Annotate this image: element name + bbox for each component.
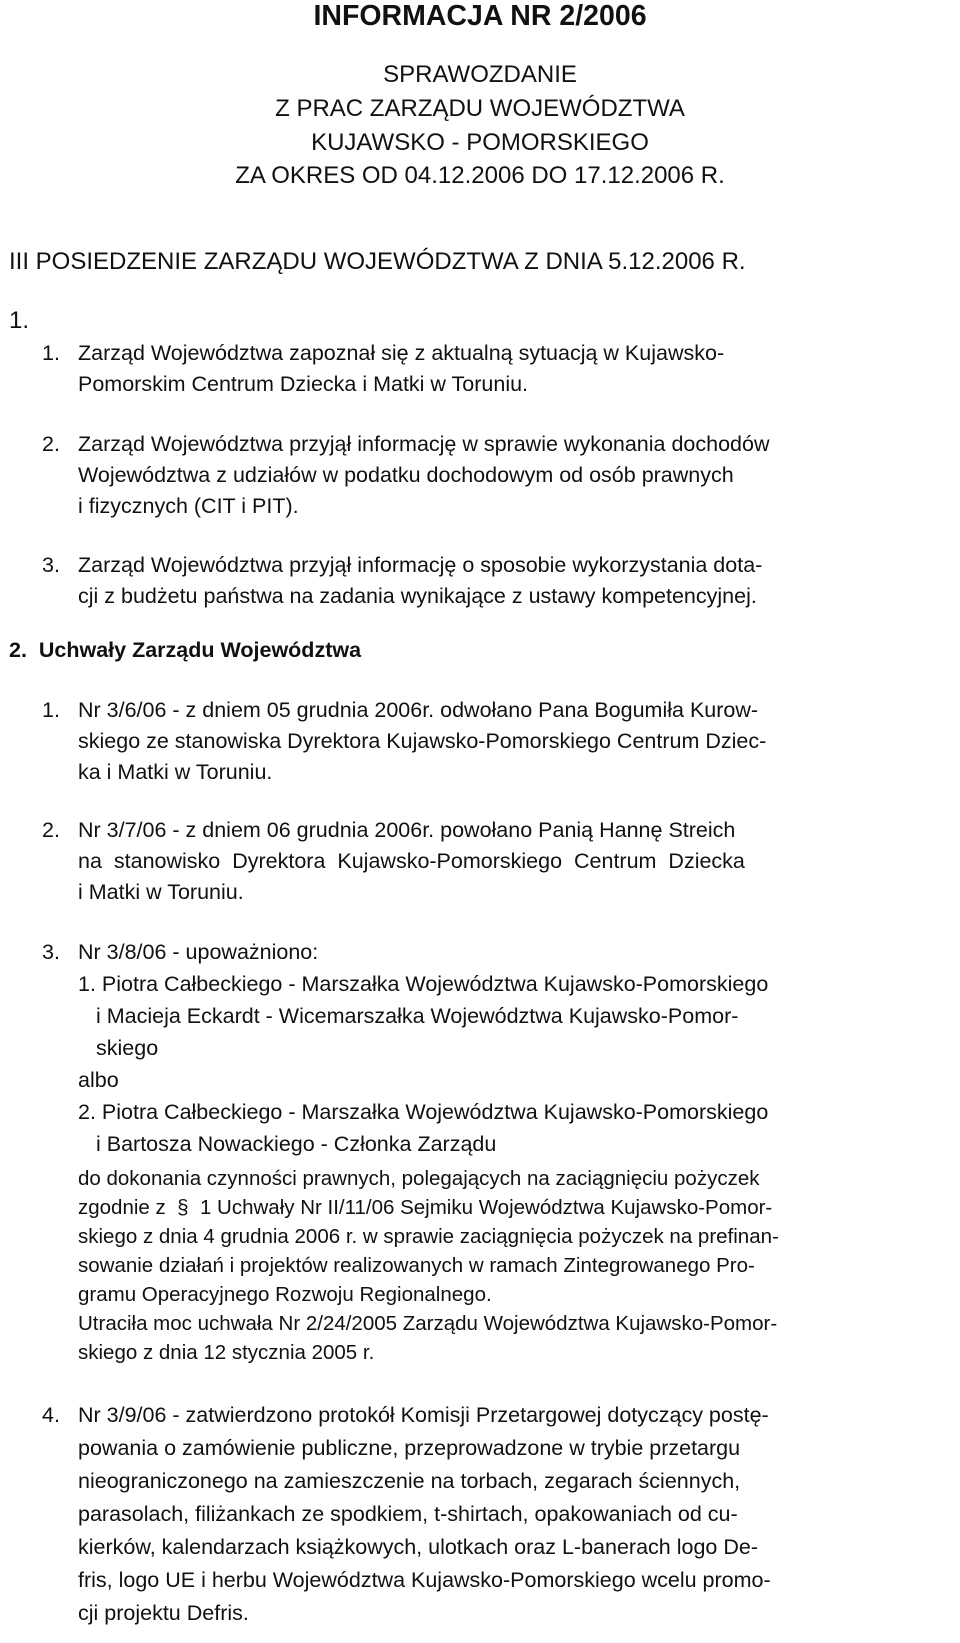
option-line: 2. Piotra Całbeckiego - Marszałka Województwa Kujawsko-Pomorskiego bbox=[78, 1100, 769, 1124]
resolution-line: ka i Matki w Toruniu. bbox=[78, 760, 273, 784]
resolution-line: fris, logo UE i herbu Województwa Kujawsko-Pomorskiego wcelu promo- bbox=[78, 1568, 771, 1592]
purpose-line: gramu Operacyjnego Rozwoju Regionalnego. bbox=[78, 1283, 492, 1306]
list-item-line: cji z budżetu państwa na zadania wynikające z ustawy kompetencyjnej. bbox=[78, 584, 757, 608]
list-item-line: Zarząd Województwa przyjął informację o sposobie wykorzystania dota- bbox=[78, 553, 763, 577]
purpose-line: zgodnie z § 1 Uchwały Nr II/11/06 Sejmiku Województwa Kujawsko-Pomor- bbox=[78, 1196, 773, 1219]
purpose-line: skiego z dnia 12 stycznia 2005 r. bbox=[78, 1341, 375, 1364]
list-item-line: Województwa z udziałów w podatku dochodowym od osób prawnych bbox=[78, 463, 734, 487]
resolution-number: 1. bbox=[42, 698, 60, 722]
purpose-line: Utraciła moc uchwała Nr 2/24/2005 Zarządu Województwa Kujawsko-Pomor- bbox=[78, 1312, 778, 1335]
resolution-line: Nr 3/9/06 - zatwierdzono protokół Komisji Przetargowej dotyczący postę- bbox=[78, 1403, 769, 1427]
resolution-line: powania o zamówienie publiczne, przeprowadzone w trybie przetargu bbox=[78, 1436, 741, 1460]
option-line: 1. Piotra Całbeckiego - Marszałka Województwa Kujawsko-Pomorskiego bbox=[78, 972, 769, 996]
purpose-line: do dokonania czynności prawnych, polegających na zaciągnięciu pożyczek bbox=[78, 1167, 760, 1190]
purpose-line: sowanie działań i projektów realizowanych w ramach Zintegrowanego Pro- bbox=[78, 1254, 755, 1277]
resolution-header: Nr 3/8/06 - upoważniono: bbox=[78, 940, 319, 964]
resolution-line: Nr 3/7/06 - z dniem 06 grudnia 2006r. powołano Panią Hannę Streich bbox=[78, 818, 736, 842]
purpose-line: skiego z dnia 4 grudnia 2006 r. w sprawie zaciągnięcia pożyczek na prefinan- bbox=[78, 1225, 779, 1248]
resolution-line: Nr 3/6/06 - z dniem 05 grudnia 2006r. odwołano Pana Bogumiła Kurow- bbox=[78, 698, 759, 722]
list-item-line: Pomorskim Centrum Dziecka i Matki w Toruniu. bbox=[78, 372, 529, 396]
option-line: i Bartosza Nowackiego - Członka Zarządu bbox=[96, 1132, 497, 1156]
document-title: INFORMACJA NR 2/2006 bbox=[313, 0, 647, 32]
resolution-line: skiego ze stanowiska Dyrektora Kujawsko-Pomorskiego Centrum Dziec- bbox=[78, 729, 767, 753]
resolution-line: parasolach, filiżankach ze spodkiem, t-shirtach, opakowaniach od cu- bbox=[78, 1502, 738, 1526]
section-number: 1. bbox=[9, 307, 30, 334]
report-heading-line: SPRAWOZDANIE bbox=[383, 61, 577, 88]
list-item-number: 2. bbox=[42, 432, 60, 456]
list-item-line: Zarząd Województwa zapoznał się z aktualną sytuacją w Kujawsko- bbox=[78, 341, 725, 365]
resolution-line: nieograniczonego na zamieszczenie na torbach, zegarach ściennych, bbox=[78, 1469, 741, 1493]
resolution-line: kierków, kalendarzach książkowych, ulotkach oraz L-banerach logo De- bbox=[78, 1535, 758, 1559]
resolution-line: cji projektu Defris. bbox=[78, 1601, 249, 1625]
section-heading: 2. Uchwały Zarządu Województwa bbox=[9, 638, 362, 662]
option-line: i Macieja Eckardt - Wicemarszałka Województwa Kujawsko-Pomor- bbox=[96, 1004, 739, 1028]
report-heading-line: ZA OKRES OD 04.12.2006 DO 17.12.2006 R. bbox=[235, 162, 725, 189]
report-heading-line: Z PRAC ZARZĄDU WOJEWÓDZTWA bbox=[275, 95, 685, 122]
resolution-number: 2. bbox=[42, 818, 60, 842]
resolution-number: 4. bbox=[42, 1403, 60, 1427]
list-item-number: 1. bbox=[42, 341, 60, 365]
report-heading-line: KUJAWSKO - POMORSKIEGO bbox=[311, 129, 649, 156]
list-item-line: i fizycznych (CIT i PIT). bbox=[78, 494, 299, 518]
or-word: albo bbox=[78, 1068, 119, 1092]
resolution-line: i Matki w Toruniu. bbox=[78, 880, 244, 904]
option-line: skiego bbox=[96, 1036, 159, 1060]
list-item-number: 3. bbox=[42, 553, 60, 577]
resolution-line: na stanowisko Dyrektora Kujawsko-Pomorskiego Centrum Dziecka bbox=[78, 849, 745, 873]
meeting-heading: III POSIEDZENIE ZARZĄDU WOJEWÓDZTWA Z DNIA 5.12.2006 R. bbox=[9, 248, 746, 275]
list-item-line: Zarząd Województwa przyjął informację w sprawie wykonania dochodów bbox=[78, 432, 770, 456]
resolution-number: 3. bbox=[42, 940, 60, 964]
